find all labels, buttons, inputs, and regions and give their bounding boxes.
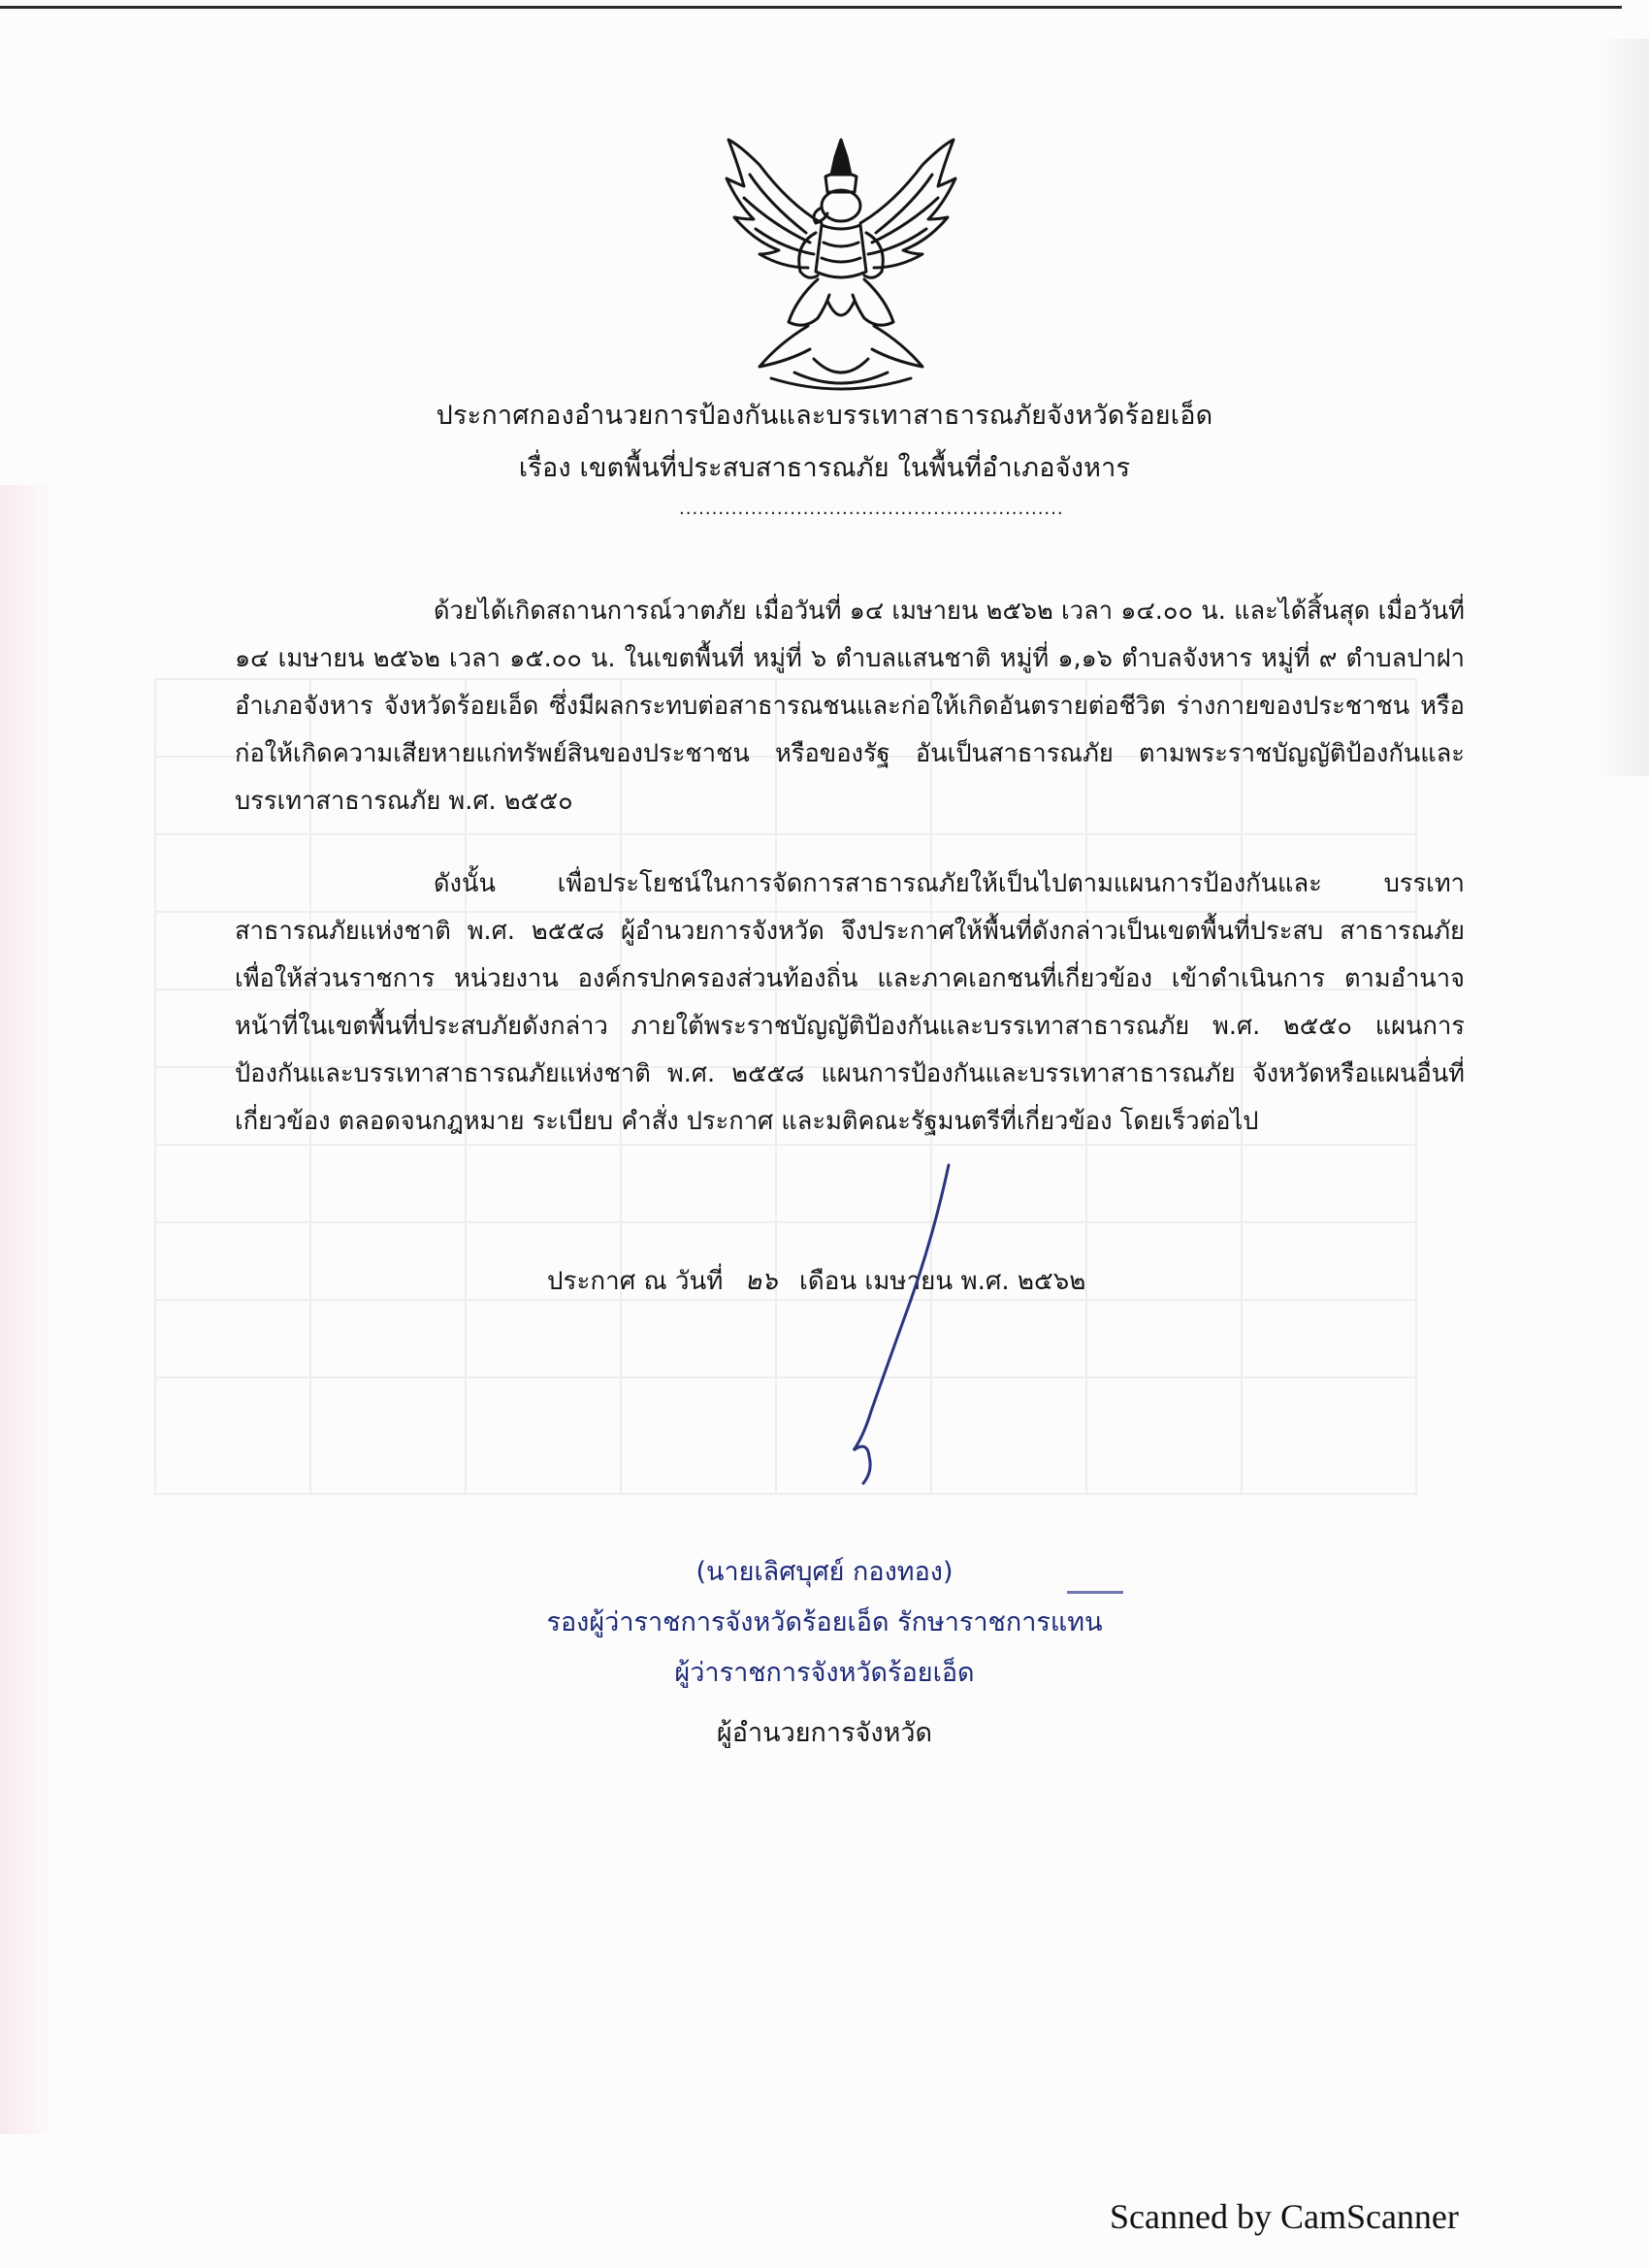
top-border-line (0, 6, 1622, 9)
scan-edge-tint (0, 485, 58, 2134)
date-prefix: ประกาศ ณ วันที่ (547, 1267, 724, 1296)
title-divider: ........................................................... (679, 499, 1064, 519)
signatory-position-3: ผู้อำนวยการจังหวัด (716, 1718, 933, 1748)
announcement-subject: เรื่อง เขตพื้นที่ประสบสาธารณภัย ในพื้นที่อำเภอจังหาร (518, 453, 1131, 483)
date-month-year: เดือน เมษายน พ.ศ. ๒๕๖๒ (798, 1267, 1086, 1296)
announcement-title: ประกาศกองอำนวยการป้องกันและบรรเทาสาธารณภัยจังหวัดร้อยเอ็ด (436, 401, 1213, 431)
signature-mark (824, 1159, 970, 1489)
signatory-position-2: ผู้ว่าราชการจังหวัดร้อยเอ็ด (674, 1658, 975, 1688)
scanner-watermark: Scanned by CamScanner (1110, 2197, 1459, 2236)
garuda-emblem-icon (721, 136, 961, 390)
announcement-date (547, 1261, 1085, 1301)
signatory-name: (นายเลิศบุศย์ กองทอง) (695, 1557, 954, 1587)
signature-underline (1067, 1591, 1123, 1594)
signatory-position-1: รองผู้ว่าราชการจังหวัดร้อยเอ็ด รักษาราชการแทน (546, 1607, 1103, 1637)
body-paragraph-2: ดังนั้น เพื่อประโยชน์ในการจัดการสาธารณภัยให้เป็นไปตามแผนการป้องกันและ บรรเทาสาธารณภัยแห่งชาติ พ.ศ. ๒๕๕๘ ผู้อำนวยการจังหวัด จึงประกาศให้พื้นที่ดังกล่าวเป็นเขตพื้นที่ประสบ สาธารณภัย เพื่อให้ส่วนราชการ หน่วยงาน องค์กรปกครองส่วนท้องถิ่น และภาคเอกชนที่เกี่ยวข้อง เข้าดำเนินการ ตามอำนาจหน้าที่ในเขตพื้นที่ประสบภัยดังกล่าว ภายใต้พระราชบัญญัติป้องกันและบรรเทาสาธารณภัย พ.ศ. ๒๕๕๐ แผนการป้องกันและบรรเทาสาธารณภัยแห่งชาติ พ.ศ. ๒๕๕๘ แผนการป้องกันและบรรเทาสาธารณภัย จังหวัดหรือแผนอื่นที่เกี่ยวข้อง ตลอดจนกฎหมาย ระเบียบ คำสั่ง ประกาศ และมติคณะรัฐมนตรีที่เกี่ยวข้อง โดยเร็วต่อไป (235, 869, 1465, 1136)
body-paragraph-1: ด้วยได้เกิดสถานการณ์วาตภัย เมื่อวันที่ ๑๔ เมษายน ๒๕๖๒ เวลา ๑๔.๐๐ น. และได้สิ้นสุด เมื่อวันที่ ๑๔ เมษายน ๒๕๖๒ เวลา ๑๕.๐๐ น. ในเขตพื้นที่ หมู่ที่ ๖ ตำบลแสนชาติ หมู่ที่ ๑,๑๖ ตำบลจังหาร หมู่ที่ ๙ ตำบลปาฝา อำเภอจังหาร จังหวัดร้อยเอ็ด ซึ่งมีผลกระทบต่อสาธารณชนและก่อให้เกิดอันตรายต่อชีวิต ร่างกายของประชาชน หรือก่อให้เกิดความเสียหายแก่ทรัพย์สินของประชาชน หรือของรัฐ อันเป็นสาธารณภัย ตามพระราชบัญญัติป้องกันและบรรเทาสาธารณภัย พ.ศ. ๒๕๕๐ (235, 597, 1465, 816)
date-day: ๒๖ (744, 1267, 778, 1296)
